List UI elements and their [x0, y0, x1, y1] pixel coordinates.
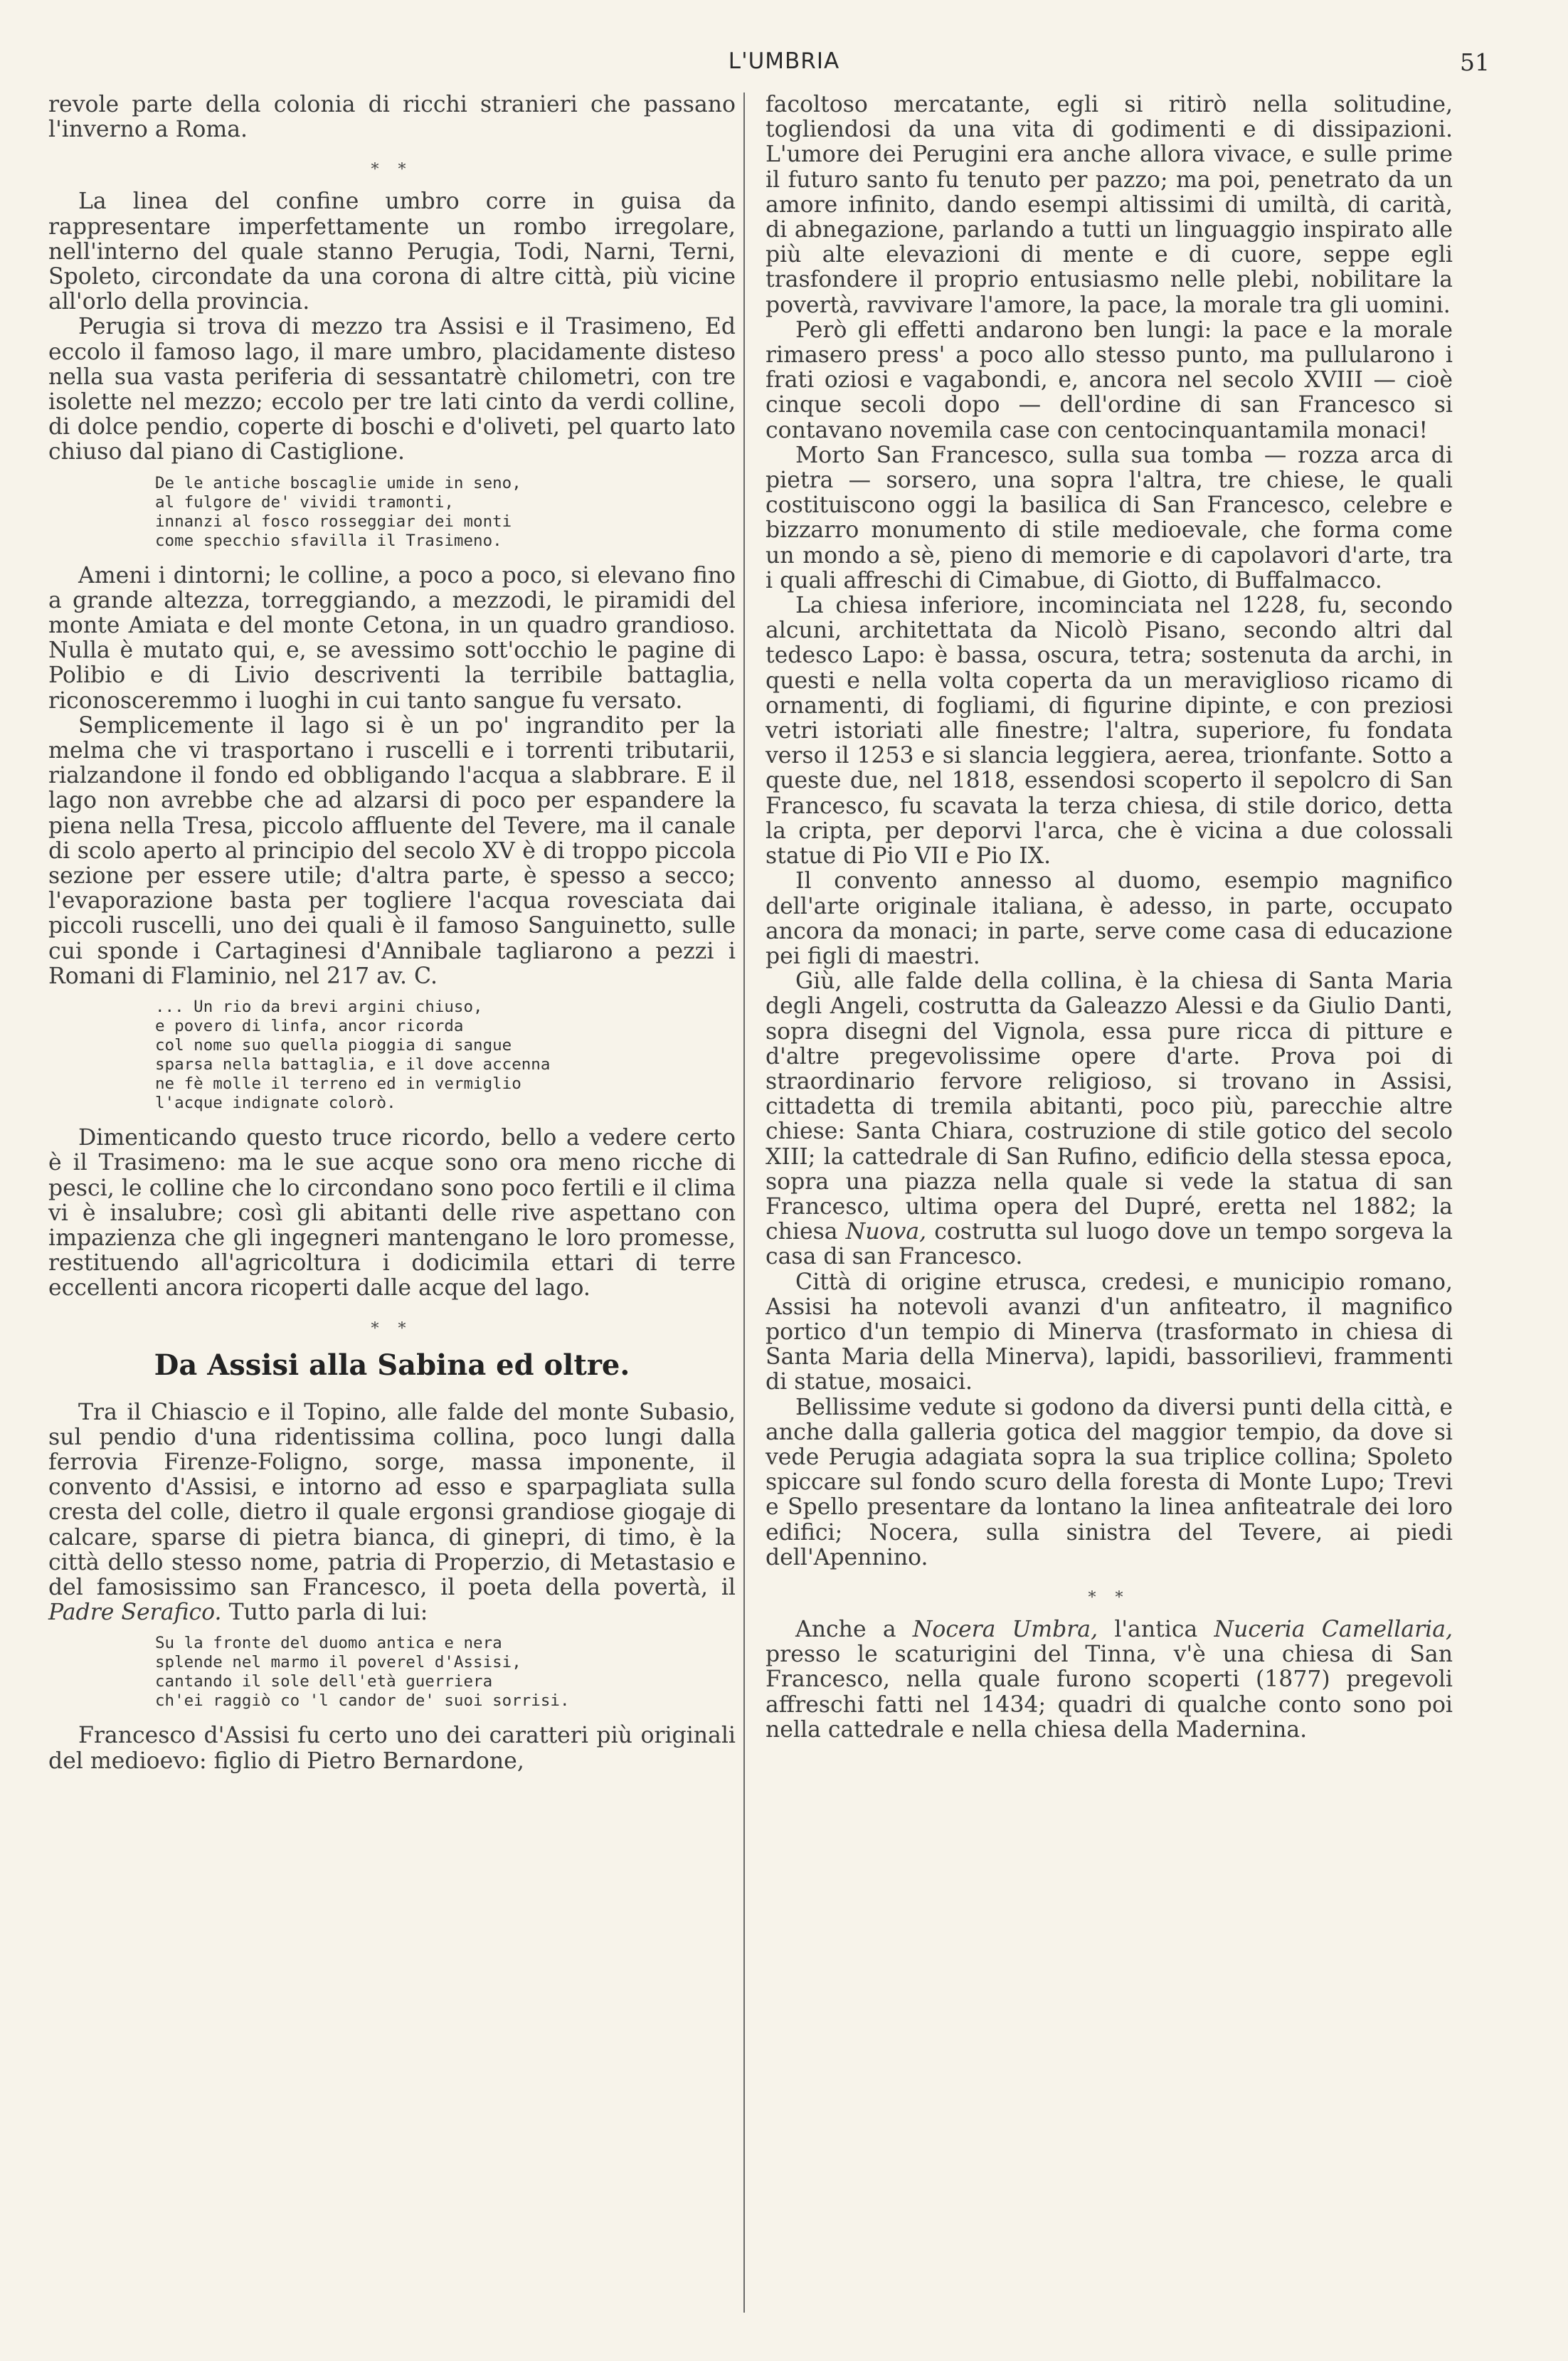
verse-line: innanzi al fosco rosseggiar dei monti: [155, 512, 512, 531]
verse-line: cantando il sole dell'età guerriera: [155, 1672, 493, 1691]
verse-quote: [155, 998, 736, 1113]
verse-quote: [155, 1634, 736, 1711]
verse-line: De le antiche boscaglie umide in seno,: [155, 473, 521, 492]
paragraph: Città di origine etrusca, credesi, e municipio romano, Assisi ha notevoli avanzi d'un anfiteatro, il magnifico portico d'un tempio di Minerva (trasformato in chiesa di Santa Maria della Minerva), lapidi, bassorilievi, frammenti di statue, mosaici.: [766, 1269, 1453, 1395]
verse-line: ... Un rio da brevi argini chiuso,: [155, 998, 483, 1017]
paragraph: Ameni i dintorni; le colline, a poco a poco, si elevano fino a grande altezza, torreggiando, a mezzodi, le piramidi del monte Amiata e del monte Cetona, in un quadro grandioso. Nulla è mutato qui, e, se avessimo sott'occhio le pagine di Polibio e di Livio descriventi la terribile battaglia, riconosceremmo i luoghi in cui tanto sangue fu versato.: [48, 562, 736, 714]
paragraph: Il convento annesso al duomo, esempio magnifico dell'arte originale italiana, è adesso, in parte, occupato ancora da monaci; in parte, serve come casa di educazione pei figli di maestri.: [766, 868, 1453, 969]
verse-line: l'acque indignate colorò.: [155, 1094, 396, 1113]
verse-line: al fulgore de' vividi tramonti,: [155, 492, 454, 512]
left-column: [48, 93, 736, 1774]
verse-line: splende nel marmo il poverel d'Assisi,: [155, 1653, 521, 1672]
verse-line: ne fè molle il terreno ed in vermiglio: [155, 1074, 521, 1094]
page-number: 51: [1460, 48, 1490, 76]
paragraph: Perugia si trova di mezzo tra Assisi e il Trasimeno, Ed eccolo il famoso lago, il mare umbro, placidamente disteso nella sua vasta periferia di sessantatrè chilometri, con tre isolette nel mezzo; eccolo per tre lati cinto da verdi colline, di dolce pendio, coperte di boschi e d'oliveti, pel quarto lato chiuso dal piano di Castiglione.: [48, 314, 736, 465]
right-column: [766, 93, 1453, 1743]
running-header: L'UMBRIA: [728, 48, 840, 74]
paragraph: Bellissime vedute si godono da diversi punti della città, e anche dalla galleria gotica del maggior tempio, da dove si vede Perugia adagiata sopra la sua triplice collina; Spoleto spiccare sul fondo scuro della foresta di Monte Lupo; Trevi e Spello presentare da lontano la linea anfiteatrale dei loro edifici; Nocera, sulla sinistra del Tevere, ai piedi dell'Apennino.: [766, 1394, 1453, 1570]
paragraph: La linea del confine umbro corre in guisa da rappresentare imperfettamente un rombo irregolare, nell'interno del quale stanno Perugia, Todi, Narni, Terni, Spoleto, circondate da una corona di altre città, più vicine all'orlo della provincia.: [48, 189, 736, 315]
section-stars: * *: [371, 161, 413, 179]
paragraph: Però gli effetti andarono ben lungi: la pace e la morale rimasero press' a poco allo stesso punto, ma pullularono i frati oziosi e vagabondi, e, ancora nel secolo XVIII — cioè cinque secoli dopo — dell'ordine di san Francesco si contavano novemila case con centocinquantamila monaci!: [766, 317, 1453, 443]
verse-quote: [155, 474, 736, 551]
paragraph: Semplicemente il lago si è un po' ingrandito per la melma che vi trasportano i ruscelli e i torrenti tributarii, rialzandone il fondo ed obbligando l'acqua a slabbrare. E il lago non avrebbe che ad alzarsi di poco per espandere la piena nella Tresa, piccolo affluente del Tevere, ma il canale di scolo aperto al principio del secolo XV è di troppo piccola sezione per essere utile; d'altra parte, è spesso a secco; l'evaporazione basta per togliere l'acqua rovesciata dai piccoli ruscelli, uno dei quali è il famoso Sanguinetto, sulle cui sponde i Cartaginesi d'Annibale tagliarono a pezzi i Romani di Flaminio, nel 217 av. C.: [48, 712, 736, 989]
paragraph: revole parte della colonia di ricchi stranieri che passano l'inverno a Roma.: [48, 92, 736, 143]
paragraph: Francesco d'Assisi fu certo uno dei caratteri più originali del medioevo: figlio di Pietro Bernardone,: [48, 1723, 736, 1774]
paragraph: Anche a Nocera Umbra, l'antica Nuceria Camellaria, presso le scaturigini del Tinna, v'è una chiesa di San Francesco, nella quale furono scoperti (1877) pregevoli affreschi fatti nel 1434; quadri di qualche conto sono poi nella cattedrale e nella chiesa della Madernina.: [766, 1616, 1453, 1743]
paragraph: Morto San Francesco, sulla sua tomba — rozza arca di pietra — sorsero, una sopra l'altra, tre chiese, le quali costituiscono oggi la basilica di San Francesco, celebre e bizzarro monumento di stile medioevale, che forma come un mondo a sè, pieno di memorie e di capolavori d'arte, tra i quali affreschi di Cimabue, di Giotto, di Buffalmacco.: [766, 442, 1453, 593]
section-stars: * *: [371, 1319, 413, 1338]
verse-line: e povero di linfa, ancor ricorda: [155, 1017, 464, 1036]
verse-line: col nome suo quella pioggia di sangue: [155, 1036, 512, 1055]
section-heading: Da Assisi alla Sabina ed oltre.: [154, 1348, 630, 1382]
verse-line: come specchio sfavilla il Trasimeno.: [155, 531, 502, 550]
verse-line: sparsa nella battaglia, e il dove accenna: [155, 1055, 551, 1074]
paragraph: facoltoso mercatante, egli si ritirò nella solitudine, togliendosi da una vita di godimenti e di dissipazioni. L'umore dei Perugini era anche allora vivace, e sulle prime il futuro santo fu tenuto per pazzo; ma poi, penetrato da un amore infinito, dando esempi altissimi di umiltà, di carità, di abnegazione, parlando a tutti un linguaggio inspirato alle più alte elevazioni di mente e di cuore, seppe egli trasfondere il proprio entusiasmo nelle plebi, nobilitare la povertà, ravvivare l'amore, la pace, la morale tra gli uomini.: [766, 92, 1453, 318]
paragraph: Dimenticando questo truce ricordo, bello a vedere certo è il Trasimeno: ma le sue acque sono ora meno ricche di pesci, le colline che lo circondano sono poco fertili e il clima vi è insalubre; così gli abitanti delle rive aspettano con impazienza che gli ingegneri mantengano le loro promesse, restituendo all'agricoltura i dodicimila ettari di terre eccellenti ancora ricoperti dalle acque del lago.: [48, 1125, 736, 1301]
verse-line: ch'ei raggiò co 'l candor de' suoi sorrisi.: [155, 1691, 570, 1711]
column-divider: [743, 93, 745, 2313]
verse-line: Su la fronte del duomo antica e nera: [155, 1634, 502, 1653]
paragraph: Giù, alle falde della collina, è la chiesa di Santa Maria degli Angeli, costrutta da Galeazzo Alessi e da Giulio Danti, sopra disegni del Vignola, essa pure ricca di pitture e d'altre pregevolissime opere d'arte. Prova poi di straordinario fervore religioso, si trovano in Assisi, cittadetta di tremila abitanti, poco più, parecchie altre chiese: Santa Chiara, costruzione di stile gotico del secolo XIII; la cattedrale di San Rufino, edificio della stessa epoca, sopra una piazza nella quale si vede la statua di san Francesco, ultima opera del Dupré, eretta nel 1882; la chiesa Nuova, costrutta sul luogo dove un tempo sorgeva la casa di san Francesco.: [766, 968, 1453, 1270]
section-stars: * *: [1088, 1588, 1130, 1607]
paragraph: Tra il Chiascio e il Topino, alle falde del monte Subasio, sul pendio d'una ridentissima collina, poco lungi dalla ferrovia Firenze-Foligno, sorge, massa imponente, il convento d'Assisi, e intorno ad esso e sparpagliata sulla cresta del colle, dietro il quale ergonsi grandiose giogaje di calcare, sparse di pietra bianca, di ginepri, di timo, è la città dello stesso nome, patria di Properzio, di Metastasio e del famosissimo san Francesco, il poeta della povertà, il Padre Serafico. Tutto parla di lui:: [48, 1399, 736, 1626]
paragraph: La chiesa inferiore, incominciata nel 1228, fu, secondo alcuni, architettata da Nicolò Pisano, secondo altri dal tedesco Lapo: è bassa, oscura, tetra; sostenuta da archi, in questi e nella volta coperta da un meraviglioso ricamo di ornamenti, di fogliami, di figurine dipinte, e con preziosi vetri istoriati alle finestre; l'altra, superiore, fu fondata verso il 1253 e si slancia leggiera, aerea, trionfante. Sotto a queste due, nel 1818, essendosi scoperto il sepolcro di San Francesco, fu scavata la terza chiesa, di stile dorico, detta la cripta, per deporvi l'arca, che è vicina a due colossali statue di Pio VII e Pio IX.: [766, 593, 1453, 870]
